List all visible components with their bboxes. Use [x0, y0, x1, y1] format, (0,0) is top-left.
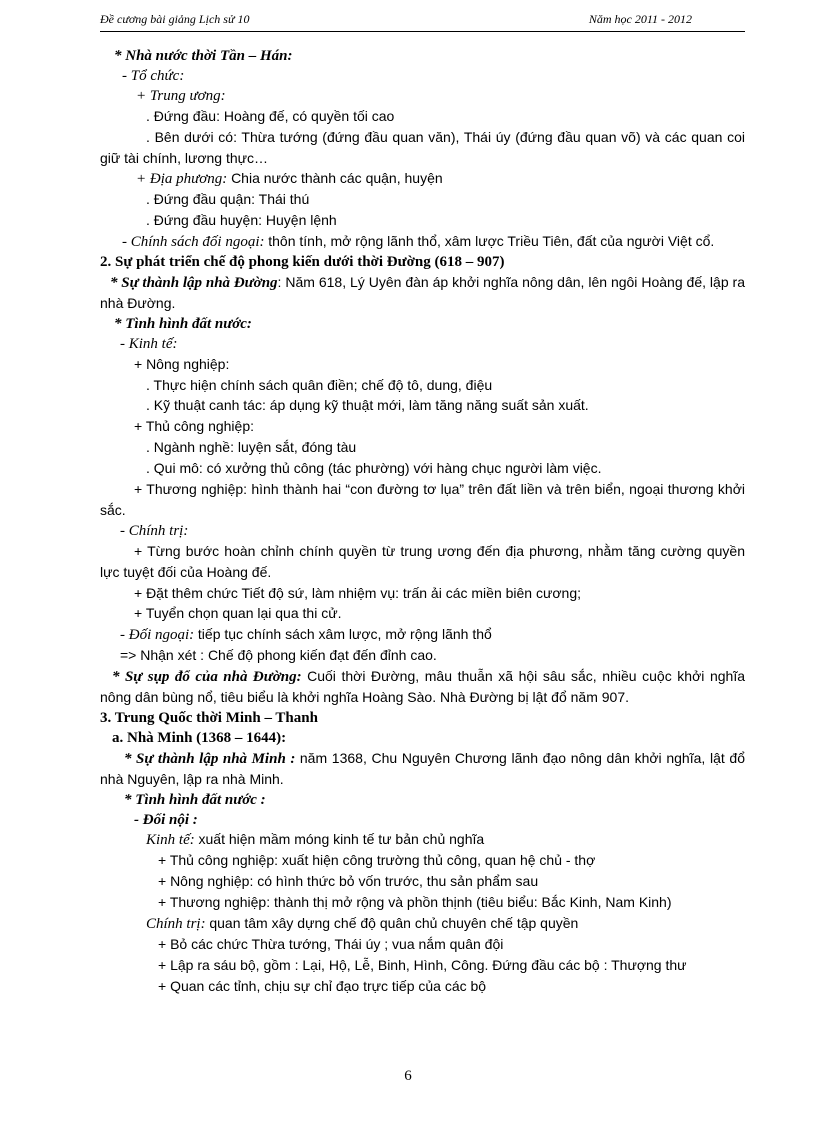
header-school-year: Năm học 2011 - 2012	[588, 12, 692, 26]
text-run: + Thương nghiệp: hình thành hai “con đường tơ lụa” trên đất liền và trên biển, ngoại thương khởi sắc.	[100, 481, 745, 518]
text-run: * Sự thành lập nhà Minh :	[124, 750, 300, 767]
text-run: . Ngành nghề: luyện sắt, đóng tàu	[146, 439, 357, 456]
text-run: . Đứng đầu: Hoàng đế, có quyền tối cao	[146, 107, 395, 124]
text-line	[100, 830, 745, 851]
text-run: . Bên dưới có: Thừa tướng (đứng đầu quan văn), Thái úy (đứng đầu quan võ) và các quan coi giữ tài chính, lương thực…	[100, 128, 745, 166]
text-run: quan tâm xây dựng chế độ quân chủ chuyên chế tập quyền	[209, 915, 579, 932]
text-line	[100, 355, 745, 376]
text-line	[100, 459, 745, 480]
text-line	[100, 851, 745, 872]
text-run: + Đặt thêm chức Tiết độ sứ, làm nhiệm vụ: trấn ải các miền biên cương;	[134, 584, 581, 601]
header-divider	[100, 31, 745, 32]
text-run: - Kinh tế:	[120, 335, 178, 352]
text-run: Kinh tế:	[146, 832, 199, 849]
text-run: + Thủ công nghiệp: xuất hiện công trường thủ công, quan hệ chủ - thợ	[158, 852, 596, 869]
text-run: * Nhà nước thời Tần – Hán:	[114, 48, 293, 64]
section-heading	[100, 253, 745, 273]
text-run: . Thực hiện chính sách quân điền; chế độ tô, dung, điệu	[146, 376, 493, 393]
text-line	[100, 169, 745, 190]
text-line	[100, 67, 745, 87]
text-line	[100, 956, 745, 977]
subsection-heading	[100, 315, 745, 335]
text-run: => Nhận xét : Chế độ phong kiến đạt đến đỉnh cao.	[120, 647, 437, 664]
text-line	[100, 977, 745, 998]
text-line	[100, 480, 745, 522]
text-line	[100, 232, 745, 253]
text-line	[100, 935, 745, 956]
page-number: 6	[404, 1068, 412, 1084]
text-run: . Qui mô: có xưởng thủ công (tác phường) với hàng chục người làm việc.	[146, 460, 602, 477]
subsection-heading	[100, 811, 745, 831]
text-run: * Sự sụp đổ của nhà Đường:	[112, 669, 308, 686]
text-run: + Nông nghiệp:	[134, 355, 230, 372]
text-line	[100, 749, 745, 791]
text-line	[100, 211, 745, 232]
text-run: 3. Trung Quốc thời Minh – Thanh	[100, 710, 318, 726]
text-line	[100, 273, 745, 315]
text-run: + Địa phương:	[136, 171, 232, 188]
text-line	[100, 584, 745, 605]
text-line	[100, 667, 745, 709]
subsection-heading	[100, 47, 745, 67]
text-run: + Từng bước hoàn chỉnh chính quyền từ trung ương đến địa phương, nhằm tăng cường quyền lực tuyệt đối của Hoàng đế.	[100, 542, 745, 580]
text-line	[100, 872, 745, 893]
text-run: Cuối thời Đường, mâu thuẫn xã hội sâu sắc, nhiều cuộc khởi nghĩa nông dân bùng nổ, tiêu biểu là khởi nghĩa Hoàng Sào. Nhà Đường bị lật đổ năm 907.	[100, 668, 745, 706]
text-run: thôn tính, mở rộng lãnh thổ, xâm lược Triều Tiên, đất của người Việt cổ.	[268, 233, 715, 250]
text-run: : Năm 618, Lý Uyên đàn áp khởi nghĩa nông dân, lên ngôi Hoàng đế, lập ra nhà Đường.	[100, 273, 745, 311]
text-line	[100, 542, 745, 584]
header-title: Đề cương bài giảng Lịch sử 10	[100, 12, 250, 26]
text-run: - Tổ chức:	[122, 67, 185, 84]
text-line	[100, 646, 745, 667]
text-run: + Quan các tỉnh, chịu sự chỉ đạo trực tiếp của các bộ	[158, 977, 487, 994]
text-run: + Bỏ các chức Thừa tướng, Thái úy ; vua nắm quân đội	[158, 935, 504, 952]
text-run: Chia nước thành các quận, huyện	[231, 170, 443, 187]
text-line	[100, 335, 745, 355]
text-line	[100, 914, 745, 935]
text-run: a. Nhà Minh (1368 – 1644):	[112, 729, 287, 746]
text-run: + Nông nghiệp: có hình thức bỏ vốn trước, thu sản phẩm sau	[158, 873, 539, 890]
text-run: 2. Sự phát triển chế độ phong kiến dưới thời Đường (618 – 907)	[100, 254, 505, 271]
text-line	[100, 87, 745, 107]
text-run: xuất hiện mầm móng kinh tế tư bản chủ nghĩa	[198, 831, 485, 848]
text-line	[100, 396, 745, 417]
text-line	[100, 625, 745, 646]
text-run: - Chính trị:	[120, 522, 189, 539]
text-run: Chính trị:	[146, 916, 210, 933]
text-run: tiếp tục chính sách xâm lược, mở rộng lãnh thổ	[197, 626, 492, 643]
section-heading	[100, 729, 745, 749]
page-header	[100, 12, 700, 30]
text-run: - Đối nội :	[134, 811, 198, 828]
text-line	[100, 604, 745, 625]
text-line	[100, 107, 745, 128]
text-run: + Thương nghiệp: thành thị mở rộng và phồn thịnh (tiêu biểu: Bắc Kinh, Nam Kinh)	[158, 894, 672, 911]
text-line	[100, 417, 745, 438]
document-body	[100, 47, 745, 998]
text-run: + Trung ương:	[136, 87, 226, 104]
section-heading	[100, 709, 745, 729]
text-run: + Lập ra sáu bộ, gồm : Lại, Hộ, Lễ, Binh, Hình, Công. Đứng đầu các bộ : Thượng thư	[158, 956, 687, 973]
text-run: . Kỹ thuật canh tác: áp dụng kỹ thuật mới, làm tăng năng suất sản xuất.	[146, 397, 589, 414]
text-run: + Tuyển chọn quan lại qua thi cử.	[134, 605, 342, 622]
text-run: . Đứng đầu quận: Thái thú	[146, 191, 310, 208]
text-run: năm 1368, Chu Nguyên Chương lãnh đạo nông dân khởi nghĩa, lật đổ nhà Nguyên, lập ra nhà Minh.	[100, 749, 746, 787]
text-line	[100, 128, 745, 170]
text-run: . Đứng đầu huyện: Huyện lệnh	[146, 212, 337, 229]
text-run: * Tình hình đất nước:	[114, 315, 252, 332]
text-run: * Sự thành lập nhà Đường	[110, 274, 278, 291]
text-run: * Tình hình đất nước :	[124, 791, 266, 808]
subsection-heading	[100, 791, 745, 811]
text-run: + Thủ công nghiệp:	[134, 418, 255, 435]
text-line	[100, 522, 745, 542]
text-run: - Đối ngoại:	[120, 627, 198, 644]
text-line	[100, 438, 745, 459]
text-run: - Chính sách đối ngoại:	[122, 234, 269, 251]
text-line	[100, 190, 745, 211]
text-line	[100, 893, 745, 914]
text-line	[100, 376, 745, 397]
